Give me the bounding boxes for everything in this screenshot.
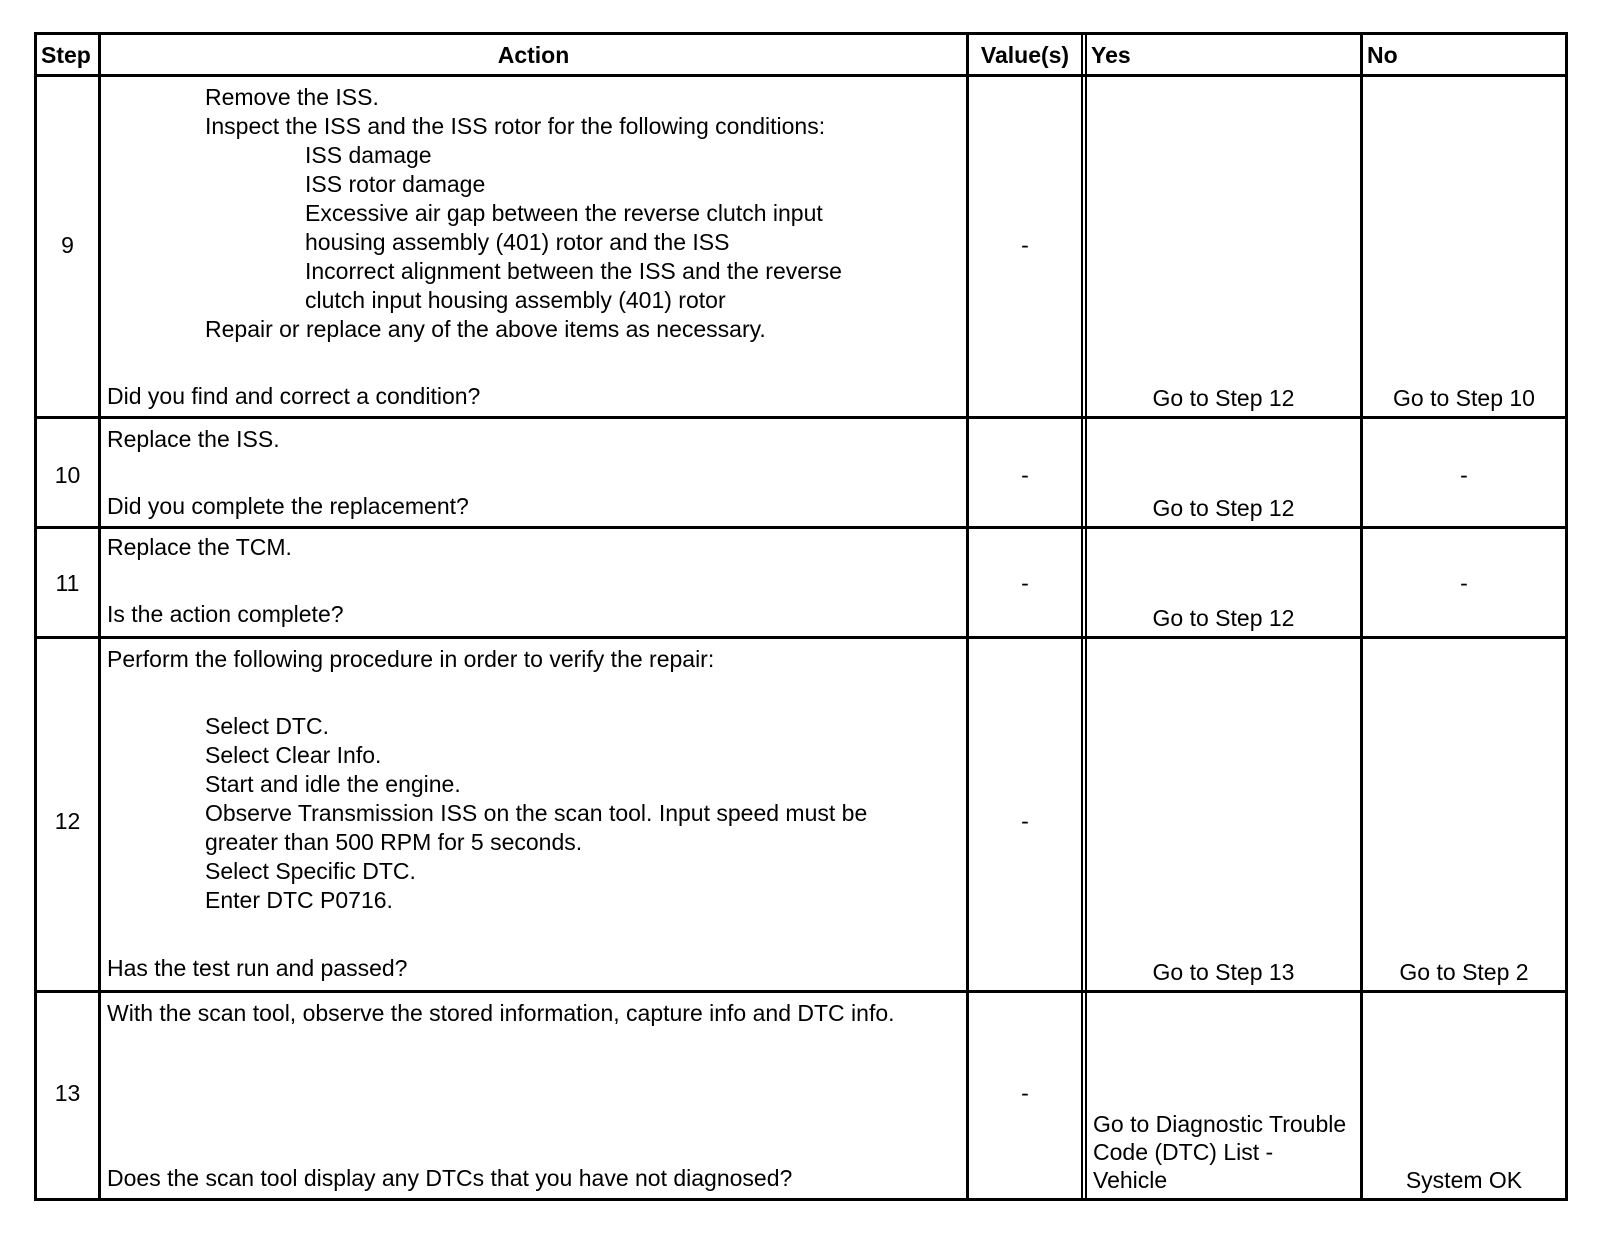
no-cell [1363,639,1565,990]
action-line: Select Specific DTC. [205,858,416,884]
table-row-step-13 [34,993,1568,1201]
value-cell [969,77,1087,416]
no-answer: - [1460,570,1468,596]
yes-cell [1087,77,1363,416]
action-line: Excessive air gap between the reverse clutch input [305,200,823,226]
yes-answer: Go to Step 13 [1152,959,1295,985]
no-answer: Go to Step 10 [1393,385,1535,411]
action-line: Repair or replace any of the above items as necessary. [205,316,766,342]
table-row-step-12 [34,639,1568,993]
action-line: greater than 500 RPM for 5 seconds. [205,829,583,855]
no-answer: Go to Step 2 [1399,959,1529,985]
action-line: ISS damage [305,142,432,168]
header-yes: Yes [1087,35,1363,74]
yes-cell [1087,419,1363,526]
action-line: Observe Transmission ISS on the scan tool. Input speed must be [205,800,868,826]
action-line: Select DTC. [205,713,329,739]
action-cell [101,419,969,526]
table-header-row [34,32,1568,77]
step-number: 12 [54,808,81,834]
step-number: 13 [54,1080,81,1106]
header-no: No [1367,41,1398,68]
step-number-cell [37,77,101,416]
step-number-cell [37,639,101,990]
step-number-cell [37,419,101,526]
action-cell [101,77,969,416]
action-line: With the scan tool, observe the stored information, capture info and DTC info. [107,1000,895,1026]
table-row-step-9 [34,77,1568,419]
no-answer: - [1460,462,1468,488]
action-line: housing assembly (401) rotor and the ISS [305,229,730,255]
action-question: Has the test run and passed? [107,955,408,981]
action-line: Inspect the ISS and the ISS rotor for the following conditions: [205,113,826,139]
value-cell [969,529,1087,636]
action-line: clutch input housing assembly (401) rotor [305,287,726,313]
action-line: Incorrect alignment between the ISS and the reverse [305,258,842,284]
action-cell [101,529,969,636]
yes-cell [1087,529,1363,636]
header-action: Action [101,35,969,74]
no-cell [1363,529,1565,636]
step-number: 10 [54,462,81,488]
value-text: - [1021,808,1029,834]
action-question: Did you complete the replacement? [107,493,469,519]
step-number: 11 [55,570,80,596]
value-cell [969,993,1087,1198]
action-question: Is the action complete? [107,601,344,627]
yes-answer: Go to Step 12 [1152,385,1295,411]
action-line: Replace the TCM. [107,534,292,560]
no-cell [1363,419,1565,526]
step-number: 9 [61,232,74,258]
header-values: Value(s) [969,35,1087,74]
action-cell [101,639,969,990]
value-cell [969,419,1087,526]
yes-cell [1087,639,1363,990]
no-cell [1363,993,1565,1198]
value-text: - [1021,1080,1029,1106]
yes-answer: Go to Step 12 [1152,495,1295,521]
action-question: Does the scan tool display any DTCs that you have not diagnosed? [107,1165,793,1191]
table-row-step-11 [34,529,1568,639]
diagnostic-table [34,32,1568,1201]
action-line: Perform the following procedure in order to verify the repair: [107,646,715,672]
action-line: ISS rotor damage [305,171,486,197]
action-cell [101,993,969,1198]
action-line: Select Clear Info. [205,742,382,768]
value-cell [969,639,1087,990]
action-line: Start and idle the engine. [205,771,461,797]
table-row-step-10 [34,419,1568,529]
value-text: - [1021,462,1029,488]
yes-cell [1087,993,1363,1198]
header-step: Step [37,35,101,74]
step-number-cell [37,529,101,636]
no-cell [1363,77,1565,416]
value-text: - [1021,570,1029,596]
yes-answer: Go to Diagnostic Trouble Code (DTC) List - Vehicle [1093,1111,1347,1193]
step-number-cell [37,993,101,1198]
action-line: Remove the ISS. [205,84,379,110]
value-text: - [1021,232,1029,258]
action-line: Replace the ISS. [107,426,280,452]
yes-answer: Go to Step 12 [1152,605,1295,631]
no-answer: System OK [1405,1167,1523,1193]
action-line: Enter DTC P0716. [205,887,393,913]
action-question: Did you find and correct a condition? [107,383,481,409]
